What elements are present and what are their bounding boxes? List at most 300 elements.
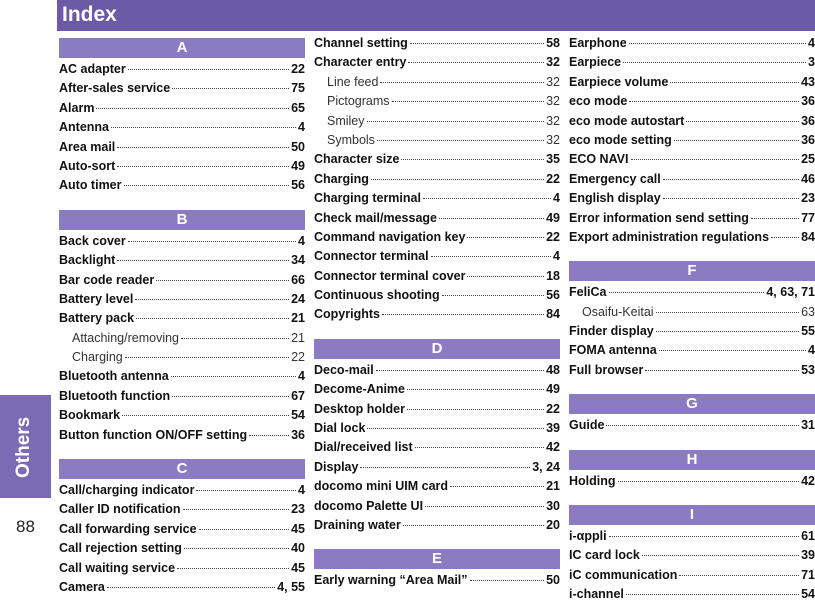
- dot-leader: [367, 121, 545, 122]
- index-entry: [59, 273, 305, 292]
- entry-label: Dial/received list: [314, 440, 413, 455]
- entry-label: Bookmark: [59, 408, 121, 423]
- index-entry: [59, 292, 305, 311]
- dot-leader: [609, 292, 765, 293]
- entry-label: Call rejection setting: [59, 541, 182, 556]
- index-entry: [314, 307, 560, 326]
- entry-label: Auto timer: [59, 178, 122, 193]
- index-entry: [314, 288, 560, 307]
- index-entry: [314, 55, 560, 74]
- index-entry: [59, 389, 305, 408]
- index-entry: [314, 363, 560, 382]
- entry-label: ECO NAVI: [569, 152, 629, 167]
- dot-leader: [670, 82, 799, 83]
- dot-leader: [128, 241, 296, 242]
- entry-label: Caller ID notification: [59, 502, 181, 517]
- entry-page-number: 40: [291, 541, 305, 556]
- entry-page-number: 22: [546, 401, 560, 416]
- entry-page-number: 32: [546, 74, 560, 89]
- dot-leader: [136, 318, 289, 319]
- dot-leader: [135, 299, 289, 300]
- section-gap: [569, 249, 815, 259]
- index-header: [57, 0, 815, 31]
- entry-page-number: 21: [546, 479, 560, 494]
- index-entry: [569, 474, 815, 493]
- entry-page-number: 22: [546, 229, 560, 244]
- index-entry: [569, 343, 815, 362]
- entry-page-number: 31: [801, 418, 815, 433]
- entry-page-number: 75: [291, 81, 305, 96]
- entry-page-number: 4: [553, 191, 560, 206]
- page-number: 88: [16, 517, 35, 536]
- entry-label: Back cover: [59, 233, 126, 248]
- dot-leader: [177, 568, 289, 569]
- entry-page-number: 32: [546, 113, 560, 128]
- index-entry: [314, 230, 560, 249]
- dot-leader: [117, 166, 289, 167]
- entry-label: Charging: [314, 171, 369, 186]
- entry-page-number: 54: [801, 587, 815, 602]
- dot-leader: [439, 218, 544, 219]
- page-title: Index: [62, 3, 117, 26]
- entry-label: Command navigation key: [314, 229, 466, 244]
- dot-leader: [642, 555, 799, 556]
- entry-label: Deco-mail: [314, 362, 374, 377]
- dot-leader: [172, 88, 289, 89]
- index-subentry: [314, 133, 560, 152]
- entry-label: English display: [569, 191, 661, 206]
- index-entry: [314, 573, 560, 592]
- index-subentry: [314, 94, 560, 113]
- entry-page-number: 3: [808, 55, 815, 70]
- dot-leader: [371, 179, 544, 180]
- index-subentry: [59, 331, 305, 350]
- dot-leader: [771, 237, 799, 238]
- dot-leader: [645, 370, 799, 371]
- entry-label: Pictograms: [327, 94, 390, 109]
- dot-leader: [407, 409, 544, 410]
- index-entry: [59, 522, 305, 541]
- entry-page-number: 4: [808, 36, 815, 50]
- entry-label: Channel setting: [314, 36, 408, 50]
- dot-leader: [679, 575, 799, 576]
- entry-label: Emergency call: [569, 171, 661, 186]
- entry-label: eco mode: [569, 94, 628, 109]
- entry-page-number: 4: [808, 343, 815, 358]
- entry-label: Call forwarding service: [59, 521, 197, 536]
- dot-leader: [606, 425, 799, 426]
- entry-label: Export administration regulations: [569, 229, 770, 244]
- entry-label: Character entry: [314, 55, 407, 70]
- dot-leader: [380, 82, 544, 83]
- entry-label: Earpiece volume: [569, 74, 669, 89]
- entry-page-number: 50: [546, 573, 560, 588]
- index-entry: [59, 140, 305, 159]
- entry-page-number: 42: [801, 473, 815, 488]
- dot-leader: [656, 312, 800, 313]
- entry-page-number: 43: [801, 74, 815, 89]
- entry-label: IC card lock: [569, 548, 640, 563]
- entry-label: Button function ON/OFF setting: [59, 427, 248, 442]
- dot-leader: [450, 486, 544, 487]
- index-entry: [569, 285, 815, 304]
- index-entry: [59, 178, 305, 197]
- index-subentry: [314, 75, 560, 94]
- dot-leader: [377, 140, 544, 141]
- dot-leader: [196, 490, 296, 491]
- entry-page-number: 66: [291, 272, 305, 287]
- entry-page-number: 32: [546, 132, 560, 147]
- entry-label: Auto-sort: [59, 158, 116, 173]
- entry-page-number: 4: [553, 249, 560, 264]
- section-letter-header: B: [59, 210, 305, 230]
- index-entry: [569, 55, 815, 74]
- dot-leader: [659, 350, 806, 351]
- dot-leader: [431, 256, 551, 257]
- entry-page-number: 63: [801, 304, 815, 319]
- entry-page-number: 18: [546, 268, 560, 283]
- index-entry: [59, 369, 305, 388]
- entry-page-number: 54: [291, 408, 305, 423]
- entry-label: Area mail: [59, 139, 116, 154]
- entry-page-number: 36: [291, 427, 305, 442]
- entry-page-number: 22: [291, 62, 305, 76]
- entry-page-number: 3, 24: [532, 459, 560, 474]
- index-entry: [59, 311, 305, 330]
- index-entry: [59, 541, 305, 560]
- entry-label: i-channel: [569, 587, 624, 602]
- entry-label: Early warning “Area Mail”: [314, 573, 468, 588]
- dot-leader: [629, 43, 806, 44]
- entry-page-number: 49: [546, 382, 560, 397]
- index-entry: [314, 440, 560, 459]
- index-entry: [59, 580, 305, 599]
- dot-leader: [172, 396, 289, 397]
- dot-leader: [656, 331, 799, 332]
- entry-label: Draining water: [314, 517, 401, 532]
- index-entry: [314, 152, 560, 171]
- index-entry: [314, 421, 560, 440]
- index-entry: [569, 211, 815, 230]
- dot-leader: [156, 280, 289, 281]
- entry-label: Battery pack: [59, 311, 135, 326]
- dot-leader: [117, 147, 289, 148]
- index-entry: [569, 191, 815, 210]
- dot-leader: [171, 376, 296, 377]
- entry-label: Line feed: [327, 74, 379, 89]
- entry-page-number: 45: [291, 560, 305, 575]
- entry-page-number: 67: [291, 388, 305, 403]
- dot-leader: [376, 370, 544, 371]
- entry-label: Call waiting service: [59, 560, 176, 575]
- dot-leader: [249, 435, 289, 436]
- entry-label: Holding: [569, 473, 616, 488]
- dot-leader: [392, 101, 545, 102]
- section-gap: [569, 382, 815, 392]
- index-entry: [314, 191, 560, 210]
- index-entry: [569, 324, 815, 343]
- entry-page-number: 56: [546, 288, 560, 303]
- section-letter-header: H: [569, 450, 815, 470]
- index-entry: [314, 402, 560, 421]
- index-column-3: [569, 36, 815, 607]
- index-entry: [314, 36, 560, 55]
- side-tab-label: Others: [13, 416, 34, 478]
- index-entry: [569, 36, 815, 55]
- entry-page-number: 21: [291, 311, 305, 326]
- dot-leader: [467, 237, 544, 238]
- index-entry: [569, 172, 815, 191]
- dot-leader: [751, 218, 799, 219]
- entry-label: Camera: [59, 579, 105, 594]
- entry-label: iC communication: [569, 567, 678, 582]
- index-entry: [59, 408, 305, 427]
- section-gap: [314, 327, 560, 337]
- entry-page-number: 34: [291, 253, 305, 268]
- index-entry: [314, 249, 560, 268]
- index-entry: [59, 101, 305, 120]
- entry-page-number: 49: [546, 210, 560, 225]
- section-letter-header: E: [314, 549, 560, 569]
- entry-page-number: 36: [801, 132, 815, 147]
- dot-leader: [674, 140, 799, 141]
- section-gap: [59, 447, 305, 457]
- index-entry: [59, 62, 305, 81]
- entry-label: Copyrights: [314, 307, 380, 322]
- dot-leader: [382, 314, 544, 315]
- entry-label: After-sales service: [59, 81, 171, 96]
- section-gap: [569, 493, 815, 503]
- index-subentry: [569, 305, 815, 324]
- entry-page-number: 48: [546, 362, 560, 377]
- dot-leader: [425, 506, 544, 507]
- dot-leader: [618, 481, 800, 482]
- section-gap: [569, 438, 815, 448]
- entry-label: Full browser: [569, 362, 644, 377]
- dot-leader: [663, 198, 799, 199]
- dot-leader: [107, 587, 275, 588]
- dot-leader: [117, 260, 289, 261]
- dot-leader: [111, 127, 296, 128]
- index-entry: [59, 253, 305, 272]
- entry-page-number: 39: [546, 421, 560, 436]
- index-entry: [314, 479, 560, 498]
- entry-page-number: 4, 63, 71: [766, 285, 815, 300]
- entry-label: Earphone: [569, 36, 627, 50]
- dot-leader: [686, 121, 799, 122]
- index-subentry: [314, 114, 560, 133]
- dot-leader: [410, 43, 544, 44]
- index-entry: [59, 234, 305, 253]
- index-entry: [59, 502, 305, 521]
- dot-leader: [403, 525, 544, 526]
- index-entry: [569, 418, 815, 437]
- entry-page-number: 84: [546, 307, 560, 322]
- section-letter-header: F: [569, 261, 815, 281]
- entry-page-number: 4: [298, 233, 305, 248]
- entry-label: docomo Palette UI: [314, 498, 424, 513]
- dot-leader: [128, 69, 289, 70]
- entry-page-number: 21: [291, 330, 305, 345]
- dot-leader: [631, 159, 800, 160]
- dot-leader: [183, 509, 290, 510]
- entry-label: eco mode autostart: [569, 113, 685, 128]
- entry-label: Bluetooth function: [59, 388, 171, 403]
- dot-leader: [401, 159, 544, 160]
- entry-label: Smiley: [327, 113, 365, 128]
- dot-leader: [367, 428, 544, 429]
- section-letter-header: G: [569, 394, 815, 414]
- entry-label: Check mail/message: [314, 210, 437, 225]
- dot-leader: [609, 536, 800, 537]
- dot-leader: [360, 467, 530, 468]
- section-letter-header: A: [59, 38, 305, 58]
- section-letter-header: D: [314, 339, 560, 359]
- entry-label: Battery level: [59, 291, 134, 306]
- dot-leader: [470, 580, 545, 581]
- section-letter-header: C: [59, 459, 305, 479]
- entry-page-number: 30: [546, 498, 560, 513]
- index-entry: [59, 159, 305, 178]
- dot-leader: [467, 276, 544, 277]
- index-entry: [314, 518, 560, 537]
- entry-page-number: 50: [291, 139, 305, 154]
- entry-label: Desktop holder: [314, 401, 405, 416]
- index-entry: [569, 568, 815, 587]
- entry-label: Character size: [314, 152, 400, 167]
- index-entry: [59, 120, 305, 139]
- entry-page-number: 71: [801, 567, 815, 582]
- index-entry: [59, 483, 305, 502]
- index-subentry: [59, 350, 305, 369]
- entry-page-number: 65: [291, 100, 305, 115]
- dot-leader: [415, 447, 544, 448]
- entry-page-number: 61: [801, 529, 815, 544]
- index-entry: [569, 587, 815, 606]
- entry-label: Dial lock: [314, 421, 366, 436]
- index-entry: [314, 269, 560, 288]
- entry-label: docomo mini UIM card: [314, 479, 449, 494]
- entry-label: Bluetooth antenna: [59, 369, 169, 384]
- index-entry: [59, 561, 305, 580]
- dot-leader: [442, 295, 544, 296]
- entry-label: Bar code reader: [59, 272, 155, 287]
- entry-label: Charging: [72, 350, 123, 365]
- entry-page-number: 39: [801, 548, 815, 563]
- dot-leader: [181, 338, 289, 339]
- entry-page-number: 42: [546, 440, 560, 455]
- dot-leader: [125, 357, 289, 358]
- index-entry: [314, 172, 560, 191]
- index-entry: [59, 428, 305, 447]
- dot-leader: [124, 185, 290, 186]
- entry-page-number: 58: [546, 36, 560, 50]
- dot-leader: [629, 101, 799, 102]
- dot-leader: [423, 198, 551, 199]
- entry-page-number: 23: [801, 191, 815, 206]
- entry-page-number: 84: [801, 229, 815, 244]
- entry-page-number: 32: [546, 94, 560, 109]
- index-entry: [59, 81, 305, 100]
- entry-page-number: 55: [801, 324, 815, 339]
- dot-leader: [407, 389, 544, 390]
- entry-label: Antenna: [59, 120, 109, 135]
- entry-page-number: 4, 55: [277, 579, 305, 594]
- entry-label: eco mode setting: [569, 132, 672, 147]
- entry-label: FeliCa: [569, 285, 607, 300]
- section-letter-header: I: [569, 505, 815, 525]
- entry-page-number: 56: [291, 178, 305, 193]
- entry-label: Symbols: [327, 132, 375, 147]
- section-gap: [314, 537, 560, 547]
- index-entry: [569, 529, 815, 548]
- entry-label: Charging terminal: [314, 191, 421, 206]
- entry-page-number: 22: [546, 171, 560, 186]
- entry-page-number: 46: [801, 171, 815, 186]
- entry-page-number: 24: [291, 291, 305, 306]
- entry-page-number: 25: [801, 152, 815, 167]
- index-entry: [569, 363, 815, 382]
- dot-leader: [199, 529, 290, 530]
- index-entry: [314, 499, 560, 518]
- entry-page-number: 45: [291, 521, 305, 536]
- dot-leader: [626, 594, 799, 595]
- entry-label: i-αppli: [569, 529, 607, 544]
- entry-page-number: 36: [801, 113, 815, 128]
- index-column-1: [59, 36, 305, 599]
- index-entry: [314, 211, 560, 230]
- entry-page-number: 23: [291, 502, 305, 517]
- entry-page-number: 53: [801, 362, 815, 377]
- dot-leader: [408, 62, 544, 63]
- entry-label: Connector terminal cover: [314, 268, 466, 283]
- dot-leader: [96, 108, 289, 109]
- entry-label: Osaifu-Keitai: [582, 304, 654, 319]
- entry-label: Earpiece: [569, 55, 622, 70]
- index-entry: [569, 152, 815, 171]
- entry-label: Backlight: [59, 253, 116, 268]
- index-entry: [569, 230, 815, 249]
- entry-label: Display: [314, 459, 359, 474]
- entry-label: Alarm: [59, 100, 95, 115]
- index-entry: [569, 133, 815, 152]
- entry-label: Error information send setting: [569, 210, 749, 225]
- index-entry: [569, 75, 815, 94]
- dot-leader: [122, 415, 289, 416]
- entry-label: AC adapter: [59, 62, 126, 76]
- entry-page-number: 49: [291, 158, 305, 173]
- entry-page-number: 77: [801, 210, 815, 225]
- entry-label: Decome-Anime: [314, 382, 405, 397]
- entry-label: Guide: [569, 418, 605, 433]
- entry-label: Call/charging indicator: [59, 483, 195, 498]
- entry-page-number: 32: [546, 55, 560, 70]
- entry-page-number: 35: [546, 152, 560, 167]
- entry-page-number: 20: [546, 517, 560, 532]
- entry-page-number: 4: [298, 483, 305, 498]
- entry-label: FOMA antenna: [569, 343, 657, 358]
- dot-leader: [623, 62, 806, 63]
- entry-page-number: 4: [298, 369, 305, 384]
- entry-page-number: 36: [801, 94, 815, 109]
- index-entry: [569, 548, 815, 567]
- dot-leader: [663, 179, 799, 180]
- entry-page-number: 22: [291, 350, 305, 365]
- dot-leader: [184, 548, 289, 549]
- entry-label: Connector terminal: [314, 249, 429, 264]
- index-entry: [314, 460, 560, 479]
- index-entry: [569, 94, 815, 113]
